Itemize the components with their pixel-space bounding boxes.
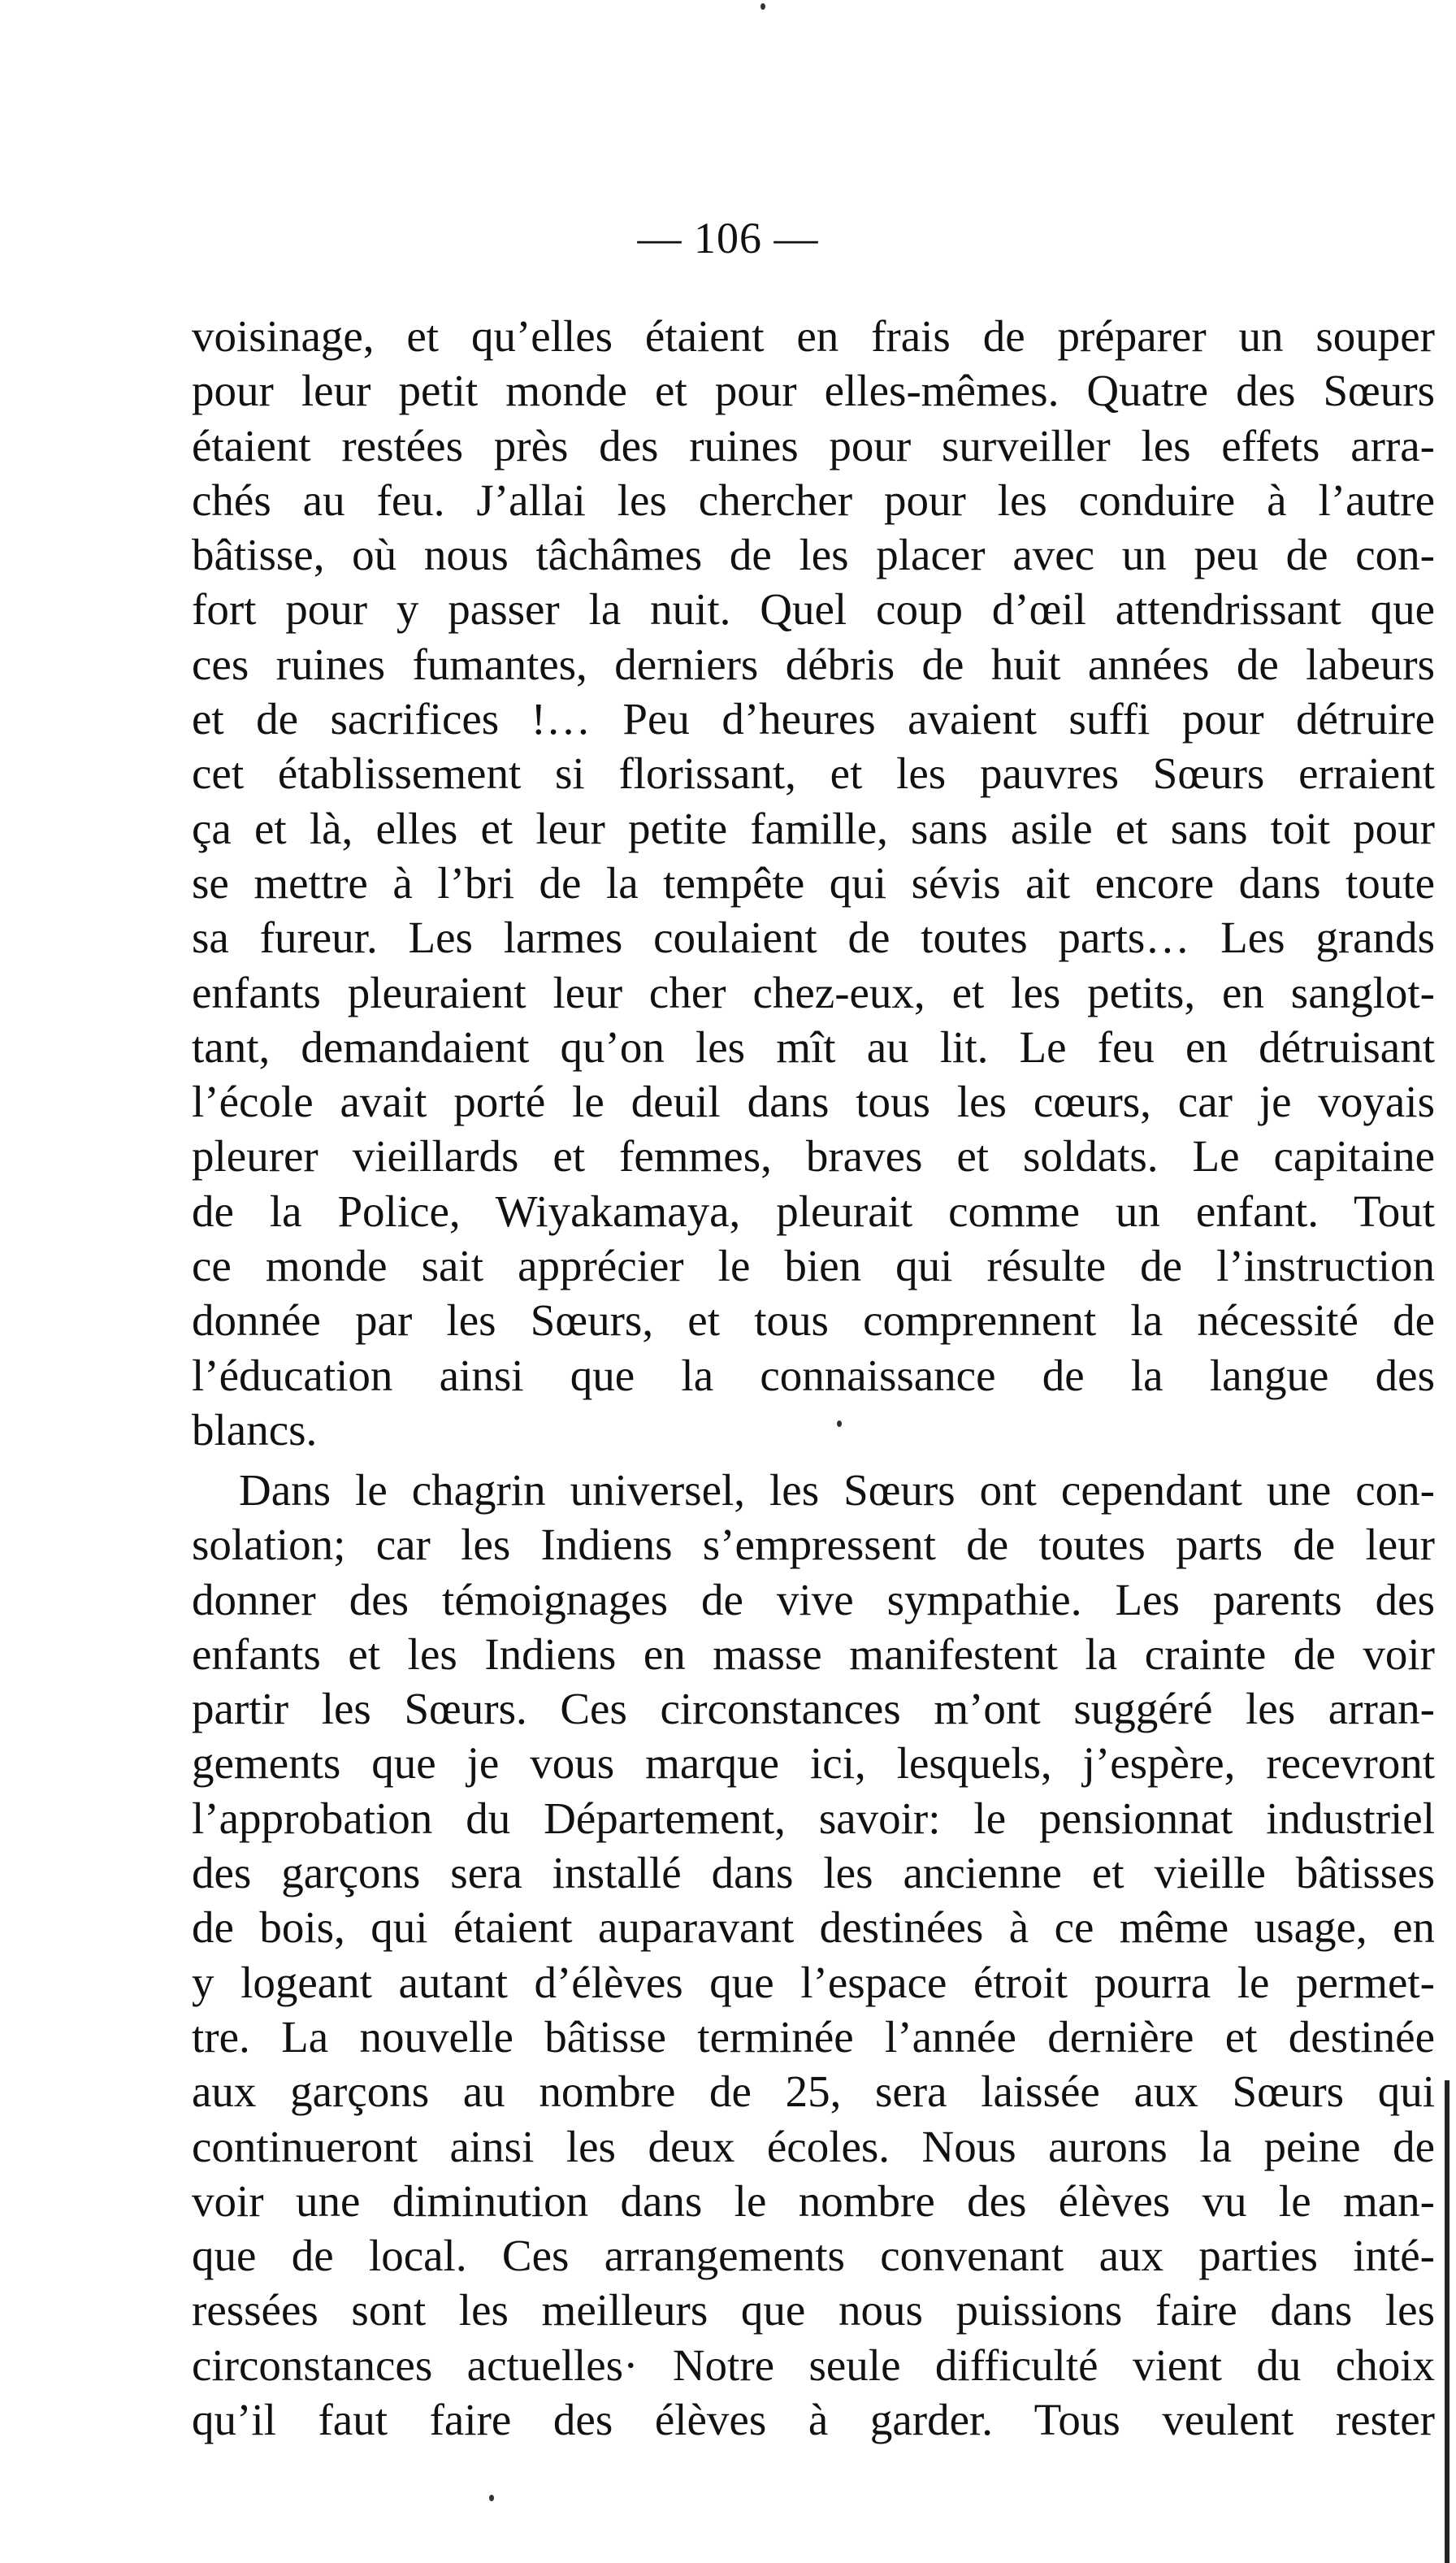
text-line: continueront ainsi les deux écoles. Nous aurons la peine de — [192, 2121, 1435, 2171]
text-line: ces ruines fumantes, derniers débris de huit années de labeurs — [192, 639, 1435, 689]
text-line: Dans le chagrin universel, les Sœurs ont cependant une con- — [239, 1465, 1435, 1515]
text-line: de la Police, Wiyakamaya, pleurait comme un enfant. Tout — [192, 1186, 1435, 1236]
paragraph-1 — [192, 309, 1435, 1457]
text-line: tant, demandaient qu’on les mît au lit. Le feu en détruisant — [192, 1021, 1435, 1072]
text-line: étaient restées près des ruines pour surveiller les effets arra- — [192, 420, 1435, 471]
text-line: se mettre à l’bri de la tempête qui sévis ait encore dans toute — [192, 857, 1435, 908]
text-line: de bois, qui étaient auparavant destinées à ce même usage, en — [192, 1902, 1435, 1953]
text-line: bâtisse, où nous tâchâmes de les placer avec un peu de con- — [192, 530, 1435, 580]
text-line: blancs. — [192, 1404, 318, 1455]
paragraph-2 — [192, 1463, 1435, 2447]
print-speck — [760, 3, 765, 10]
print-speck — [837, 1420, 842, 1427]
text-line: qu’il faut faire des élèves à garder. Tous veulent rester — [192, 2395, 1435, 2445]
text-line: que de local. Ces arrangements convenant aux parties inté- — [192, 2231, 1435, 2281]
text-line: tre. La nouvelle bâtisse terminée l’année dernière et destinée — [192, 2011, 1435, 2062]
text-line: chés au feu. J’allai les chercher pour les conduire à l’autre — [192, 475, 1435, 525]
text-line: pour leur petit monde et pour elles-mêmes. Quatre des Sœurs — [192, 366, 1435, 416]
page-number: — 106 — — [637, 214, 819, 262]
text-line: gements que je vous marque ici, lesquels, j’espère, recevront — [192, 1738, 1435, 1789]
text-line: ça et là, elles et leur petite famille, sans asile et sans toit pour — [192, 803, 1435, 853]
text-line: voir une diminution dans le nombre des élèves vu le man- — [192, 2175, 1435, 2226]
text-line: l’approbation du Département, savoir: le pensionnat industriel — [192, 1793, 1435, 1843]
text-line: y logeant autant d’élèves que l’espace étroit pourra le permet- — [192, 1957, 1435, 2007]
text-line: des garçons sera installé dans les ancienne et vieille bâtisses — [192, 1848, 1435, 1898]
text-line: ce monde sait apprécier le bien qui résulte de l’instruction — [192, 1241, 1435, 1291]
text-line: l’école avait porté le deuil dans tous les cœurs, car je voyais — [192, 1077, 1435, 1127]
text-line: et de sacrifices !… Peu d’heures avaient suffi pour détruire — [192, 694, 1435, 744]
text-line: voisinage, et qu’elles étaient en frais de préparer un souper — [192, 311, 1435, 361]
text-line: solation; car les Indiens s’empressent de toutes parts de leur — [192, 1520, 1435, 1570]
text-line: fort pour y passer la nuit. Quel coup d’œil attendrissant que — [192, 584, 1435, 635]
text-line: ressées sont les meilleurs que nous puissions faire dans les — [192, 2285, 1435, 2335]
text-line: sa fureur. Les larmes coulaient de toutes parts… Les grands — [192, 913, 1435, 963]
text-line: circonstances actuelles· Notre seule difficulté vient du choix — [192, 2340, 1435, 2390]
print-speck — [489, 2495, 494, 2501]
text-line: l’éducation ainsi que la connaissance de la langue des — [192, 1350, 1435, 1400]
text-line: donnée par les Sœurs, et tous comprennent la nécessité de — [192, 1295, 1435, 1346]
text-line: cet établissement si florissant, et les pauvres Sœurs erraient — [192, 748, 1435, 799]
text-line: enfants et les Indiens en masse manifestent la crainte de voir — [192, 1628, 1435, 1679]
text-line: aux garçons au nombre de 25, sera laissée aux Sœurs qui — [192, 2066, 1435, 2117]
text-line: donner des témoignages de vive sympathie. Les parents des — [192, 1574, 1435, 1624]
text-line: pleurer vieillards et femmes, braves et soldats. Le capitaine — [192, 1131, 1435, 1182]
text-line: partir les Sœurs. Ces circonstances m’ont suggéré les arran- — [192, 1684, 1435, 1734]
page-edge-shadow — [1445, 2080, 1450, 2563]
text-line: enfants pleuraient leur cher chez-eux, et les petits, en sanglot- — [192, 967, 1435, 1017]
